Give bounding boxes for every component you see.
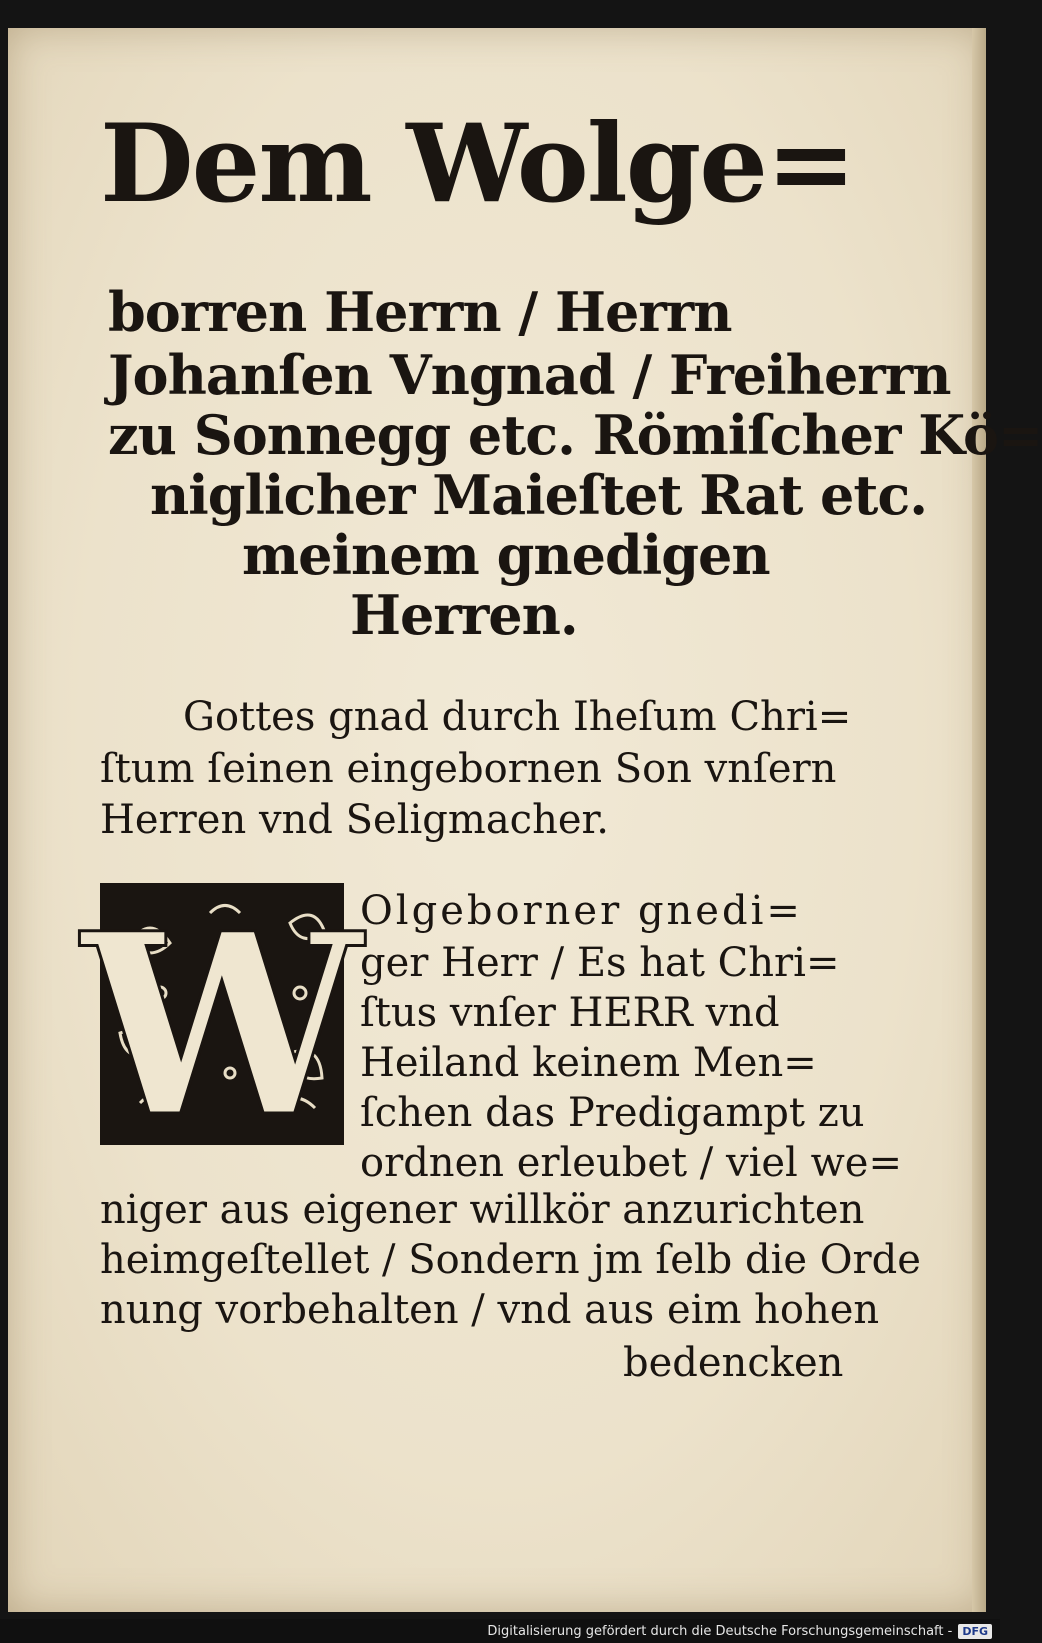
body-line-9: nung vorbehalten / vnd aus eim hohen bbox=[100, 1287, 880, 1333]
dedication-title: Dem Wolge= bbox=[100, 101, 855, 227]
body-line-5: ſchen das Predigampt zu bbox=[360, 1090, 865, 1136]
body-line-8: heimgeſtellet / Sondern jm ſelb die Orde bbox=[100, 1237, 921, 1283]
heading-line-6: Herren. bbox=[350, 583, 578, 647]
greeting-line-3: Herren vnd Seligmacher. bbox=[100, 797, 609, 843]
greeting-line-1: Gottes gnad durch Iheſum Chri= bbox=[183, 694, 852, 740]
body-line-6: ordnen erleubet / viel we= bbox=[360, 1140, 902, 1186]
heading-line-1: borren Herrn / Herrn bbox=[108, 280, 732, 344]
drop-cap-letter: W bbox=[81, 878, 363, 1172]
dfg-logo[interactable]: DFG bbox=[958, 1624, 992, 1639]
body-line-3: ſtus vnſer HERR vnd bbox=[360, 990, 780, 1036]
body-line-2: ger Herr / Es hat Chri= bbox=[360, 940, 840, 986]
greeting-line-2: ſtum ſeinen eingebornen Son vnſern bbox=[100, 746, 837, 792]
footer-credit: Digitalisierung gefördert durch die Deutsche Forschungsgemeinschaft - bbox=[487, 1623, 953, 1639]
heading-line-2: Johanſen Vngnad / Freiherrn bbox=[108, 343, 951, 407]
heading-line-3: zu Sonnegg etc. Römiſcher Kö= bbox=[108, 403, 1042, 467]
catchword: bedencken bbox=[623, 1340, 844, 1386]
page-gutter bbox=[972, 28, 986, 1612]
ornament-foliage-icon bbox=[81, 878, 363, 1172]
heading-line-5: meinem gnedigen bbox=[242, 523, 770, 587]
body-line-1: Olgeborner gnedi= bbox=[360, 888, 803, 934]
body-line-7: niger aus eigener willkör anzurichten bbox=[100, 1187, 865, 1233]
digitization-footer bbox=[0, 1619, 1000, 1643]
body-line-4: Heiland keinem Men= bbox=[360, 1040, 817, 1086]
heading-line-4: niglicher Maieſtet Rat etc. bbox=[150, 463, 928, 527]
woodcut-initial bbox=[81, 878, 363, 1172]
